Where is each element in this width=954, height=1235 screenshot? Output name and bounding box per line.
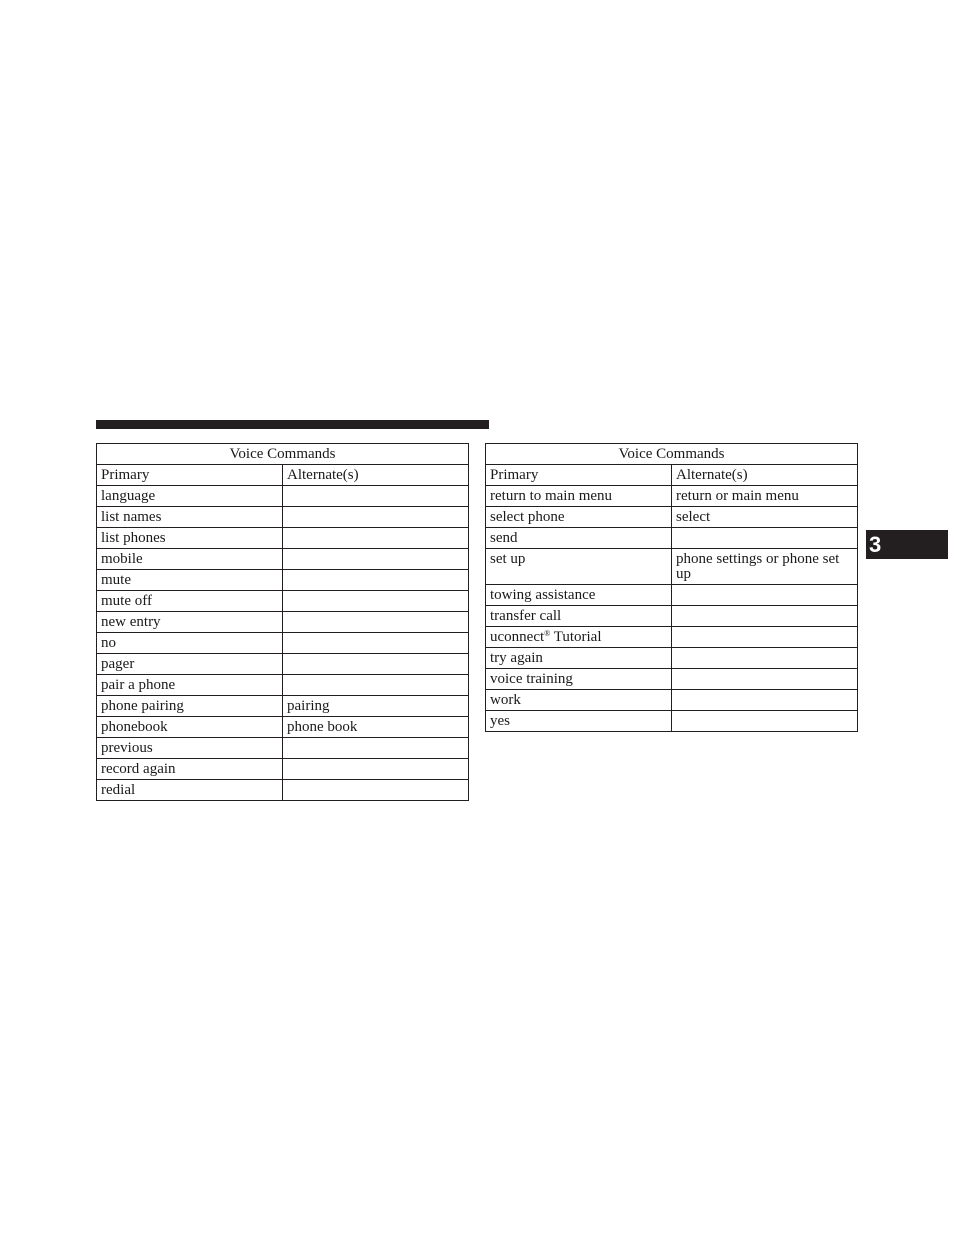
primary-cell: list names [97, 507, 283, 528]
registered-mark: ® [544, 629, 551, 638]
alternate-cell [283, 486, 469, 507]
alternate-cell [672, 627, 858, 648]
primary-cell: try again [486, 648, 672, 669]
table-header-row [97, 465, 469, 486]
table-row [97, 570, 469, 591]
primary-cell: mute off [97, 591, 283, 612]
voice-commands-table-1 [96, 443, 469, 801]
table-row [97, 654, 469, 675]
voice-commands-table-2 [485, 443, 858, 732]
table-row [486, 528, 858, 549]
primary-cell: select phone [486, 507, 672, 528]
alternate-cell [672, 528, 858, 549]
alternate-cell [672, 648, 858, 669]
alternate-cell [283, 738, 469, 759]
primary-cell: pager [97, 654, 283, 675]
table-row [97, 633, 469, 654]
primary-cell: transfer call [486, 606, 672, 627]
brand-name: uconnect [490, 629, 545, 645]
alternate-cell [283, 570, 469, 591]
table-row [486, 549, 858, 585]
alternate-cell [283, 633, 469, 654]
alternate-cell [283, 507, 469, 528]
primary-cell: towing assistance [486, 585, 672, 606]
primary-cell: previous [97, 738, 283, 759]
primary-cell: work [486, 690, 672, 711]
table-row [97, 717, 469, 738]
table-row [486, 585, 858, 606]
table-caption-row [486, 444, 858, 465]
alternate-cell [283, 675, 469, 696]
alternate-cell [672, 690, 858, 711]
table-header-row [486, 465, 858, 486]
table-row [486, 690, 858, 711]
alternate-cell [283, 759, 469, 780]
table-row [97, 507, 469, 528]
alternate-cell: phone book [283, 717, 469, 738]
primary-cell: return to main menu [486, 486, 672, 507]
primary-cell: voice training [486, 669, 672, 690]
alternate-cell: pairing [283, 696, 469, 717]
primary-cell [486, 627, 672, 648]
table-row [97, 675, 469, 696]
table-row [486, 606, 858, 627]
section-rule [96, 420, 489, 429]
table-row [486, 711, 858, 732]
chapter-tab: 3 [866, 530, 948, 559]
primary-suffix: Tutorial [550, 629, 602, 645]
table-row [486, 486, 858, 507]
column-header-primary: Primary [486, 465, 672, 486]
table-row [97, 759, 469, 780]
primary-cell: set up [486, 549, 672, 585]
primary-cell: send [486, 528, 672, 549]
primary-cell: language [97, 486, 283, 507]
alternate-cell: return or main menu [672, 486, 858, 507]
alternate-cell [283, 591, 469, 612]
primary-cell: list phones [97, 528, 283, 549]
table-row [486, 627, 858, 648]
column-header-alternate: Alternate(s) [672, 465, 858, 486]
table-row [97, 696, 469, 717]
alternate-cell [672, 669, 858, 690]
table-row [97, 486, 469, 507]
alternate-cell [672, 606, 858, 627]
column-header-alternate: Alternate(s) [283, 465, 469, 486]
primary-cell: pair a phone [97, 675, 283, 696]
alternate-cell [283, 780, 469, 801]
table-caption: Voice Commands [97, 444, 469, 465]
table-row [97, 780, 469, 801]
primary-cell: redial [97, 780, 283, 801]
table-caption-row [97, 444, 469, 465]
primary-cell: new entry [97, 612, 283, 633]
table-row [97, 549, 469, 570]
alternate-cell [283, 654, 469, 675]
primary-cell: phonebook [97, 717, 283, 738]
table-caption: Voice Commands [486, 444, 858, 465]
primary-cell: no [97, 633, 283, 654]
primary-cell: mobile [97, 549, 283, 570]
primary-cell: mute [97, 570, 283, 591]
primary-cell: phone pairing [97, 696, 283, 717]
alternate-cell [672, 585, 858, 606]
alternate-cell [283, 528, 469, 549]
table-row [486, 648, 858, 669]
table-row [97, 738, 469, 759]
alternate-cell [283, 549, 469, 570]
alternate-cell [672, 711, 858, 732]
alternate-cell [283, 612, 469, 633]
table-row [97, 612, 469, 633]
table-row [486, 507, 858, 528]
primary-cell: record again [97, 759, 283, 780]
alternate-cell: select [672, 507, 858, 528]
table-row [486, 669, 858, 690]
primary-cell: yes [486, 711, 672, 732]
alternate-cell: phone settings or phone set up [672, 549, 858, 585]
table-row [97, 528, 469, 549]
column-header-primary: Primary [97, 465, 283, 486]
table-row [97, 591, 469, 612]
